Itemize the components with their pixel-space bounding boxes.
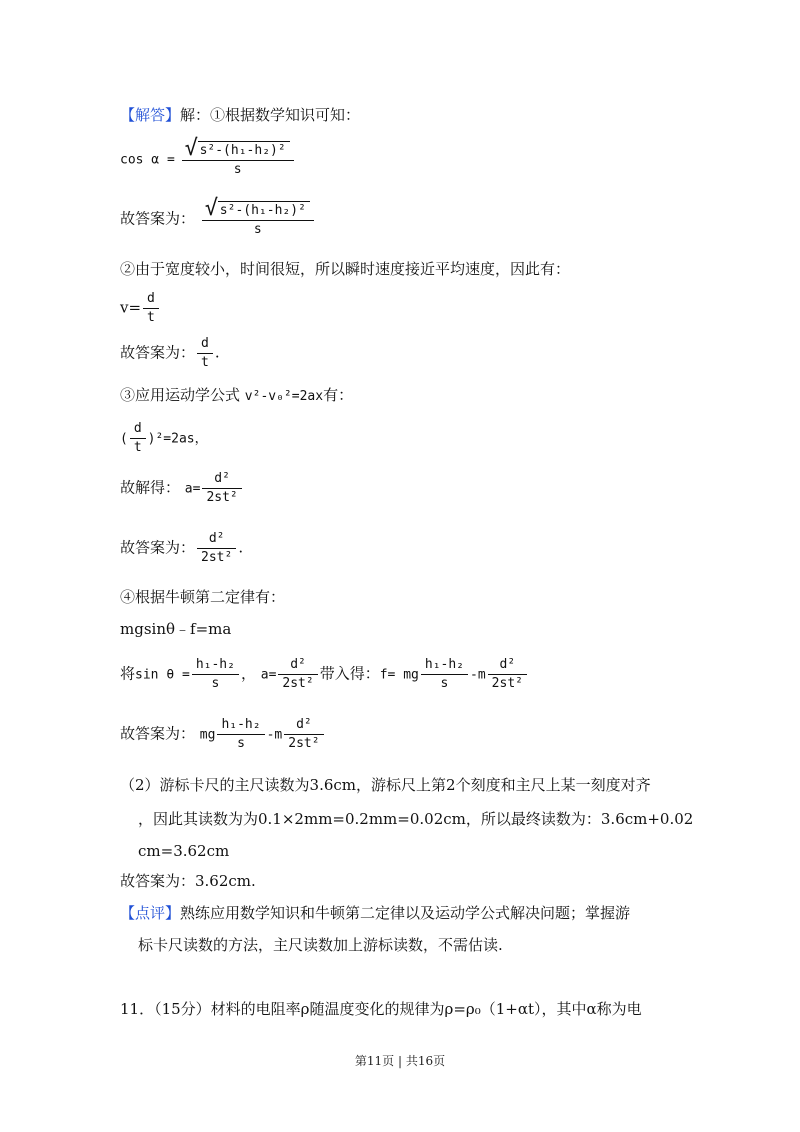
sin-lhs: sin θ = [135, 667, 190, 683]
step3-suffix: 有： [323, 386, 354, 404]
step-2: ②由于宽度较小，时间很短，所以瞬时速度接近平均速度，因此有： [120, 260, 571, 278]
v-lhs: v= [120, 298, 142, 317]
a-fraction [278, 656, 317, 693]
den-t: t [133, 440, 142, 455]
answer-intro: 解：①根据数学知识可知： [180, 106, 361, 124]
num-d2: d² [202, 470, 241, 489]
step3-prefix: ③应用运动学公式 [120, 386, 241, 404]
part2-answer: 故答案为：3.62cm. [120, 872, 256, 890]
den-2st2: 2st² [206, 490, 238, 505]
num-d2: d² [278, 656, 317, 675]
den-s: s [440, 676, 449, 691]
solve-a [120, 470, 244, 507]
solve-prefix: 故解得： [120, 478, 181, 497]
dt-equation: ( $\frac{d}{t}$ )²=2as， [120, 421, 208, 455]
a-eq: a= [184, 481, 201, 497]
sub-mid: 带入得： [319, 664, 380, 683]
kinematics-formula: v²-v₀²=2ax [244, 389, 324, 404]
period: . [238, 538, 244, 557]
dt-eq: )²=2as， [147, 431, 208, 447]
mg: mg [199, 727, 216, 743]
sqrt-expression: √ s²-(h₁-h₂)² [198, 141, 290, 160]
den-s: s [253, 222, 262, 237]
sqrt-expression: √ s²-(h₁-h₂)² [218, 201, 310, 220]
step-3 [120, 384, 353, 408]
answer-1-fraction [202, 200, 314, 239]
a-fraction [197, 530, 236, 567]
d-over-t [197, 335, 213, 372]
part2-line2: ，因此其读数为为0.1×2mm=0.2mm=0.02cm，所以最终读数为：3.6cm+0.02 [138, 810, 694, 828]
num-d2: d² [488, 656, 527, 675]
den-t: t [147, 310, 155, 325]
answer-2 [120, 335, 220, 372]
num-d: d [143, 290, 159, 309]
cos-lhs: cos α = [120, 152, 175, 168]
substitute-line [120, 656, 529, 693]
sub-prefix: 将 [120, 664, 136, 683]
review-text-1: 熟练应用数学知识和牛顿第二定律以及运动学公式解决问题；掌握游 [180, 904, 631, 922]
num-d: d [130, 420, 146, 439]
comma: ， [240, 664, 256, 683]
num-d: d [197, 335, 213, 354]
part2-line3: cm=3.62cm [138, 842, 230, 860]
den-s: s [237, 736, 245, 751]
a-eq: a= [260, 667, 277, 683]
review-line1 [120, 902, 630, 924]
cos-formula [120, 140, 296, 179]
h-fraction [421, 656, 468, 693]
d-over-t [130, 420, 146, 457]
part2-line1: （2）游标卡尺的主尺读数为3.6cm，游标尺上第2个刻度和主尺上某一刻度对齐 [120, 776, 651, 794]
f-eq: f= mg [379, 667, 419, 683]
ans-prefix: 故答案为： [120, 209, 196, 228]
a-fraction [488, 656, 527, 693]
answer-3 [120, 530, 243, 567]
page-footer: 第11页 | 共16页 [354, 1054, 446, 1068]
period: . [214, 343, 220, 362]
den-s: s [211, 676, 220, 691]
num-d2: d² [197, 530, 236, 549]
d-over-t [143, 290, 159, 327]
den-2st2: 2st² [491, 676, 523, 691]
review-line2: 标卡尺读数的方法，主尺读数加上游标读数，不需估读. [138, 936, 503, 954]
den-2st2: 2st² [282, 676, 314, 691]
den-t: t [201, 355, 209, 370]
den-s: s [233, 162, 242, 177]
answer-1 [120, 200, 316, 239]
ans-prefix: 故答案为： [120, 538, 196, 557]
den-2st2: 2st² [288, 736, 320, 751]
den-2st2: 2st² [201, 550, 233, 565]
answer-4 [120, 716, 326, 753]
v-formula [120, 290, 161, 327]
answer-heading [120, 104, 360, 126]
minus-m: -m [266, 727, 283, 743]
question-11: 11．（15分）材料的电阻率ρ随温度变化的规律为ρ=ρ₀（1+αt），其中α称为电 [120, 1000, 642, 1018]
h-fraction [217, 716, 264, 753]
answer-tag: 【解答】 [120, 106, 181, 124]
num-h: h₁-h₂ [192, 656, 239, 675]
a-fraction [284, 716, 323, 753]
newton-equation: mgsinθ﹣f=ma [120, 620, 232, 638]
num-d2: d² [284, 716, 323, 735]
a-fraction [202, 470, 241, 507]
cos-fraction [182, 140, 294, 179]
ans-prefix: 故答案为： [120, 343, 196, 362]
num-h: h₁-h₂ [217, 716, 264, 735]
minus-m: -m [470, 667, 486, 683]
num-h: h₁-h₂ [421, 656, 468, 675]
h-fraction [192, 656, 239, 693]
review-tag: 【点评】 [120, 904, 181, 922]
step-4: ④根据牛顿第二定律有： [120, 588, 286, 606]
ans-prefix: 故答案为： [120, 724, 196, 743]
